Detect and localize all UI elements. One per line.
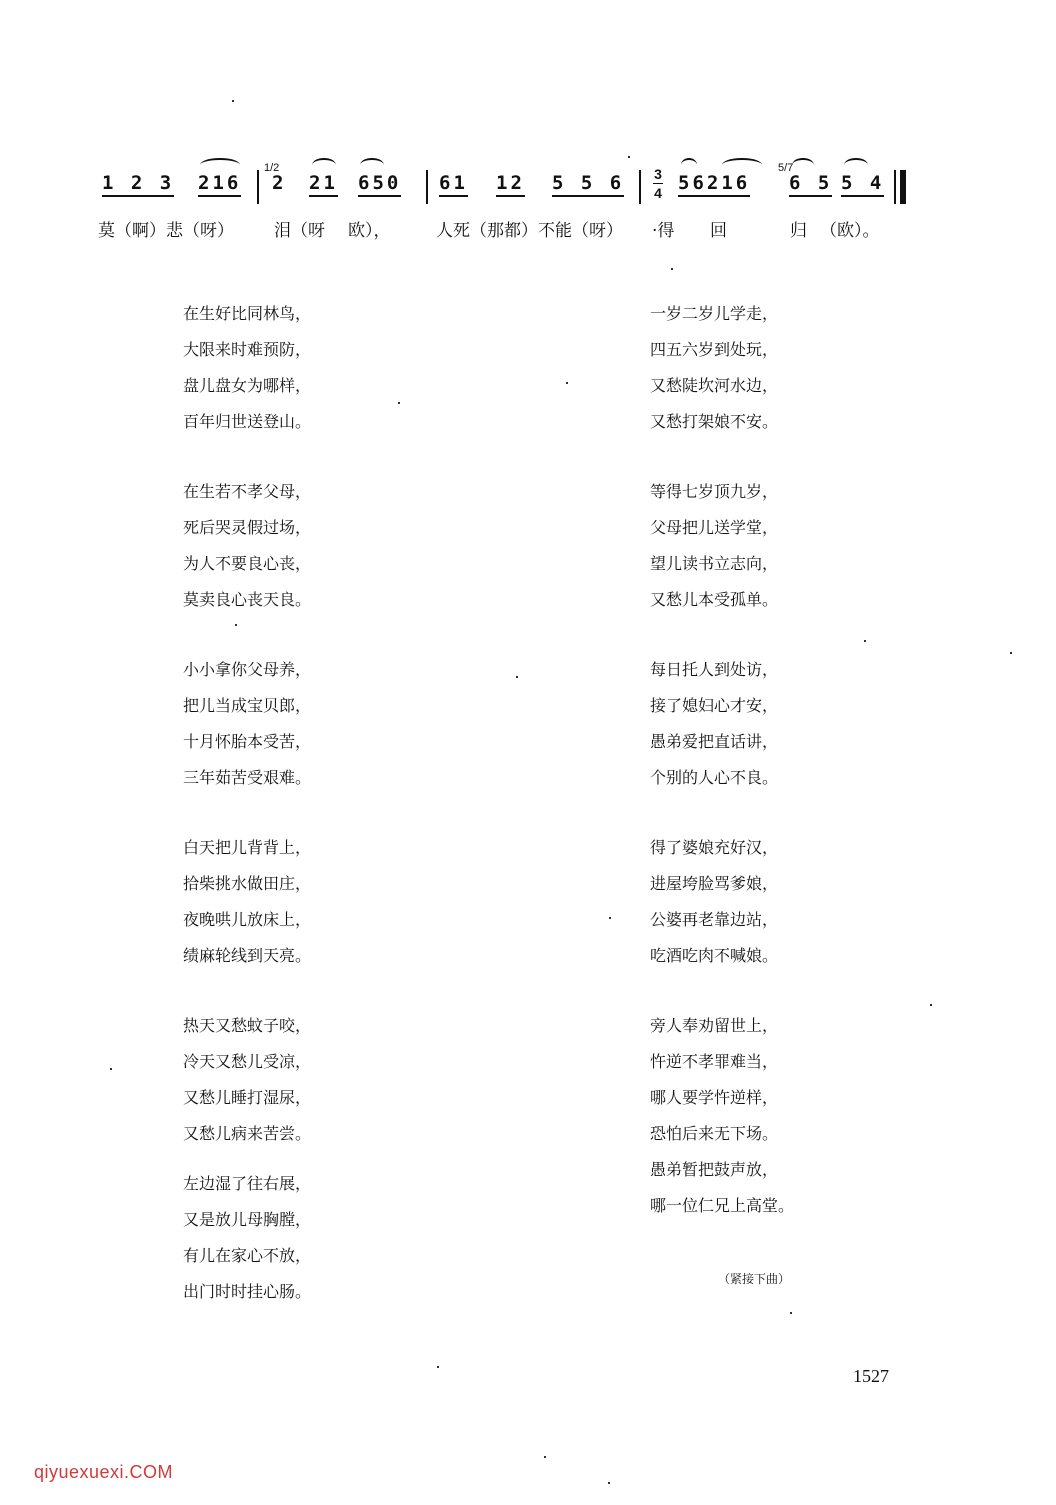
verse-line: 个别的人心不良。 bbox=[650, 768, 779, 787]
note-group: 216 bbox=[198, 172, 241, 197]
verse-line: 恐怕后来无下场。 bbox=[650, 1124, 779, 1143]
bar-line bbox=[257, 170, 259, 204]
bar-line bbox=[639, 170, 641, 204]
lyric-syllables: 归 bbox=[790, 221, 807, 241]
music-score bbox=[96, 150, 926, 250]
scan-speck bbox=[930, 1004, 932, 1006]
stanza bbox=[183, 1166, 311, 1310]
scan-speck bbox=[110, 1068, 112, 1070]
stanza bbox=[650, 652, 794, 796]
scan-speck bbox=[235, 624, 237, 626]
time-signature-bottom: 4 bbox=[654, 185, 662, 201]
scan-speck bbox=[609, 917, 611, 919]
bar-line bbox=[426, 170, 428, 204]
scan-speck bbox=[566, 382, 568, 384]
scan-speck bbox=[544, 1456, 546, 1458]
verse-line: 哪一位仁兄上高堂。 bbox=[650, 1196, 795, 1215]
verse-line: 又愁儿本受孤单。 bbox=[650, 590, 779, 609]
scan-speck bbox=[628, 156, 630, 158]
scan-speck bbox=[790, 1312, 792, 1314]
verse-line: 莫卖良心丧天良。 bbox=[183, 590, 312, 609]
verse-line: 十月怀胎本受苦， bbox=[183, 732, 312, 751]
slur-mark bbox=[681, 158, 697, 172]
verse-line: 拾柴挑水做田庄， bbox=[183, 874, 312, 893]
verse-line: 又是放儿母胸膛， bbox=[183, 1210, 312, 1229]
grace-mark: 5/7 bbox=[778, 162, 794, 174]
note-group: 61 bbox=[439, 172, 468, 197]
verse-line: 等得七岁顶九岁， bbox=[650, 482, 779, 501]
time-signature bbox=[653, 166, 663, 201]
verse-line: 死后哭灵假过场， bbox=[183, 518, 312, 537]
slur-mark bbox=[792, 158, 814, 172]
slur-mark bbox=[844, 158, 868, 172]
lyric-syllables: 泪（呀 bbox=[274, 221, 325, 241]
verse-line: 一岁二岁儿学走， bbox=[650, 304, 779, 323]
verse-line: 公婆再老靠边站， bbox=[650, 910, 779, 929]
scan-speck bbox=[1010, 652, 1012, 654]
verse-line: 大限来时难预防， bbox=[183, 340, 312, 359]
scan-speck bbox=[608, 1482, 610, 1484]
stanza bbox=[183, 296, 311, 440]
verse-line: 出门时时挂心肠。 bbox=[183, 1282, 312, 1301]
lyric-syllables: （欧）。 bbox=[820, 221, 880, 241]
scan-speck bbox=[864, 640, 866, 642]
verse-line: 小小拿你父母养， bbox=[183, 660, 312, 679]
verse-line: 把儿当成宝贝郎， bbox=[183, 696, 312, 715]
verse-line: 望儿读书立志向， bbox=[650, 554, 779, 573]
verse-line: 百年归世送登山。 bbox=[183, 412, 312, 431]
verse-line: 又愁儿病来苦尝。 bbox=[183, 1124, 312, 1143]
verse-line: 吃酒吃肉不喊娘。 bbox=[650, 946, 779, 965]
lyric-syllables: 莫（啊）悲（呀） bbox=[98, 221, 234, 241]
note-group: 12 bbox=[496, 172, 525, 197]
scan-speck bbox=[232, 100, 234, 102]
note-group: 2 bbox=[272, 172, 287, 194]
verse-line: 得了婆娘充好汉， bbox=[650, 838, 779, 857]
watermark: qiyuexuexi.COM bbox=[34, 1462, 174, 1482]
stanza bbox=[183, 474, 311, 618]
verse-line: 在生好比同林鸟， bbox=[183, 304, 312, 323]
verse-line: 为人不要良心丧， bbox=[183, 554, 312, 573]
verse-line: 每日托人到处访， bbox=[650, 660, 779, 679]
stanza bbox=[650, 1008, 794, 1224]
stanza bbox=[650, 296, 794, 440]
final-bar-line-thin bbox=[894, 170, 896, 204]
scan-speck bbox=[437, 1366, 439, 1368]
verse-column-right bbox=[650, 296, 794, 1258]
stanza bbox=[650, 474, 794, 618]
verse-line: 忤逆不孝罪难当， bbox=[650, 1052, 779, 1071]
verse-line: 冷天又愁儿受凉， bbox=[183, 1052, 312, 1071]
note-group: 5 5 6 bbox=[552, 172, 624, 197]
verse-line: 进屋垮脸骂爹娘， bbox=[650, 874, 779, 893]
verse-line: 父母把儿送学堂， bbox=[650, 518, 779, 537]
verse-line: 又愁儿睡打湿尿， bbox=[183, 1088, 312, 1107]
lyric-syllables: 回 bbox=[710, 221, 727, 241]
verse-line: 四五六岁到处玩， bbox=[650, 340, 779, 359]
stanza bbox=[183, 830, 311, 974]
stanza bbox=[183, 652, 311, 796]
verse-line: 有儿在家心不放， bbox=[183, 1246, 312, 1265]
slur-mark bbox=[722, 158, 762, 172]
note-group: 56216 bbox=[678, 172, 750, 197]
verse-line: 接了媳妇心才安， bbox=[650, 696, 779, 715]
scan-speck bbox=[516, 676, 518, 678]
slur-mark bbox=[312, 158, 336, 172]
verse-line: 又愁陡坎河水边， bbox=[650, 376, 779, 395]
grace-mark: 1/2 bbox=[264, 162, 280, 174]
scan-speck bbox=[671, 268, 673, 270]
verse-line: 又愁打架娘不安。 bbox=[650, 412, 779, 431]
verse-line: 三年茹苦受艰难。 bbox=[183, 768, 312, 787]
verse-line: 绩麻轮线到天亮。 bbox=[183, 946, 312, 965]
verse-line: 左边湿了往右展， bbox=[183, 1174, 312, 1193]
scan-speck bbox=[398, 402, 400, 404]
stanza bbox=[650, 830, 794, 974]
note-group: 650 bbox=[358, 172, 401, 197]
note-group: 6 5 bbox=[789, 172, 832, 197]
verse-column-left bbox=[183, 296, 311, 1344]
stanza bbox=[183, 1008, 311, 1152]
verse-line: 在生若不孝父母， bbox=[183, 482, 312, 501]
slur-mark bbox=[200, 158, 240, 172]
verse-line: 愚弟暂把鼓声放， bbox=[650, 1160, 779, 1179]
verse-line: 热天又愁蚊子咬， bbox=[183, 1016, 312, 1035]
lyric-syllables: 人死（那都）不能（呀） bbox=[436, 221, 623, 241]
page-number: 1527 bbox=[853, 1366, 889, 1386]
verse-line: 盘儿盘女为哪样， bbox=[183, 376, 312, 395]
verse-line: 旁人奉劝留世上， bbox=[650, 1016, 779, 1035]
verse-line: 夜晚哄儿放床上， bbox=[183, 910, 312, 929]
note-group: 21 bbox=[309, 172, 338, 197]
final-bar-line-thick bbox=[900, 170, 906, 204]
time-signature-top: 3 bbox=[654, 166, 662, 182]
slur-mark bbox=[360, 158, 384, 172]
verse-line: 白天把儿背背上， bbox=[183, 838, 312, 857]
verse-line: 哪人要学忤逆样， bbox=[650, 1088, 779, 1107]
lyric-syllables: ·得 bbox=[652, 221, 675, 241]
lyric-syllables: 欧）， bbox=[348, 221, 391, 241]
continuation-note: （紧接下曲） bbox=[718, 1272, 791, 1286]
note-group: 1 2 3 bbox=[102, 172, 174, 197]
verse-line: 愚弟爱把直话讲， bbox=[650, 732, 779, 751]
note-group: 5 4 bbox=[841, 172, 884, 197]
